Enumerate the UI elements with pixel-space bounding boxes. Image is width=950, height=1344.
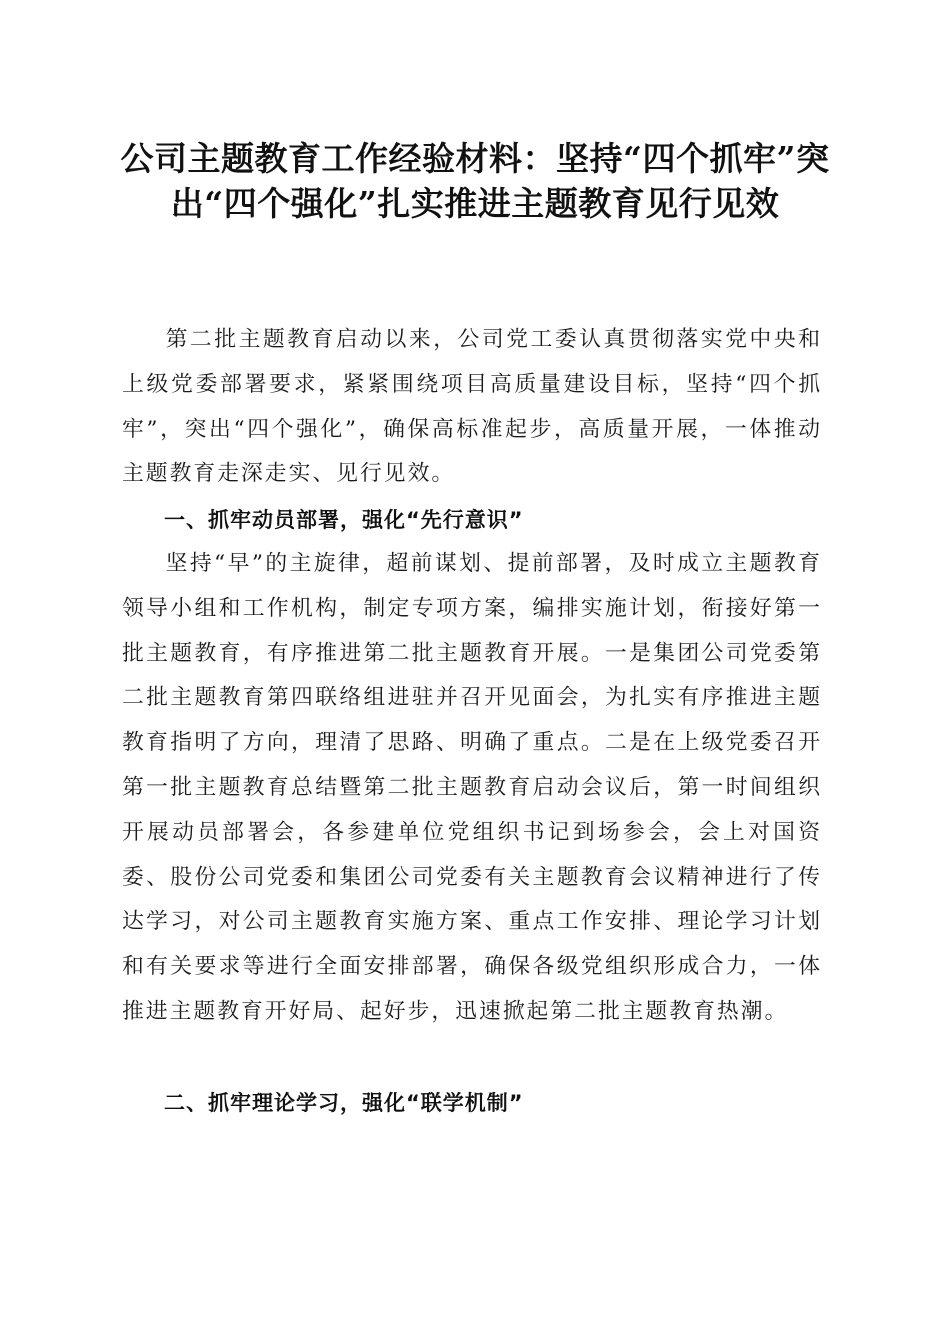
document-title: 公司主题教育工作经验材料：坚持“四个抓牢”突出“四个强化”扎实推进主题教育见行见效: [120, 139, 830, 223]
intro-paragraph: 第二批主题教育启动以来，公司党工委认真贯彻落实党中央和上级党委部署要求，紧紧围绕项目高质量建设目标，坚持“四个抓牢”，突出“四个强化”，确保高标准起步，高质量开展，一体推动主题教育走深走实、见行见效。: [122, 327, 822, 487]
section-heading-1: 一、抓牢动员部署，强化“先行意识”: [164, 508, 524, 532]
section-1-paragraph: 坚持“早”的主旋律，超前谋划、提前部署，及时成立主题教育领导小组和工作机构，制定专项方案，编排实施计划，衔接好第一批主题教育，有序推进第二批主题教育开展。一是集团公司党委第二批主题教育第四联络组进驻并召开见面会，为扎实有序推进主题教育指明了方向，理清了思路、明确了重点。二是在上级党委召开第一批主题教育总结暨第二批主题教育启动会议后，第一时间组织开展动员部署会，各参建单位党组织书记到场参会，会上对国资委、股份公司党委和集团公司党委有关主题教育会议精神进行了传达学习，对公司主题教育实施方案、重点工作安排、理论学习计划和有关要求等进行全面安排部署，确保各级党组织形成合力，一体推进主题教育开好局、起好步，迅速掀起第二批主题教育热潮。: [122, 551, 822, 1024]
section-heading-2: 二、抓牢理论学习，强化“联学机制”: [164, 1091, 524, 1115]
